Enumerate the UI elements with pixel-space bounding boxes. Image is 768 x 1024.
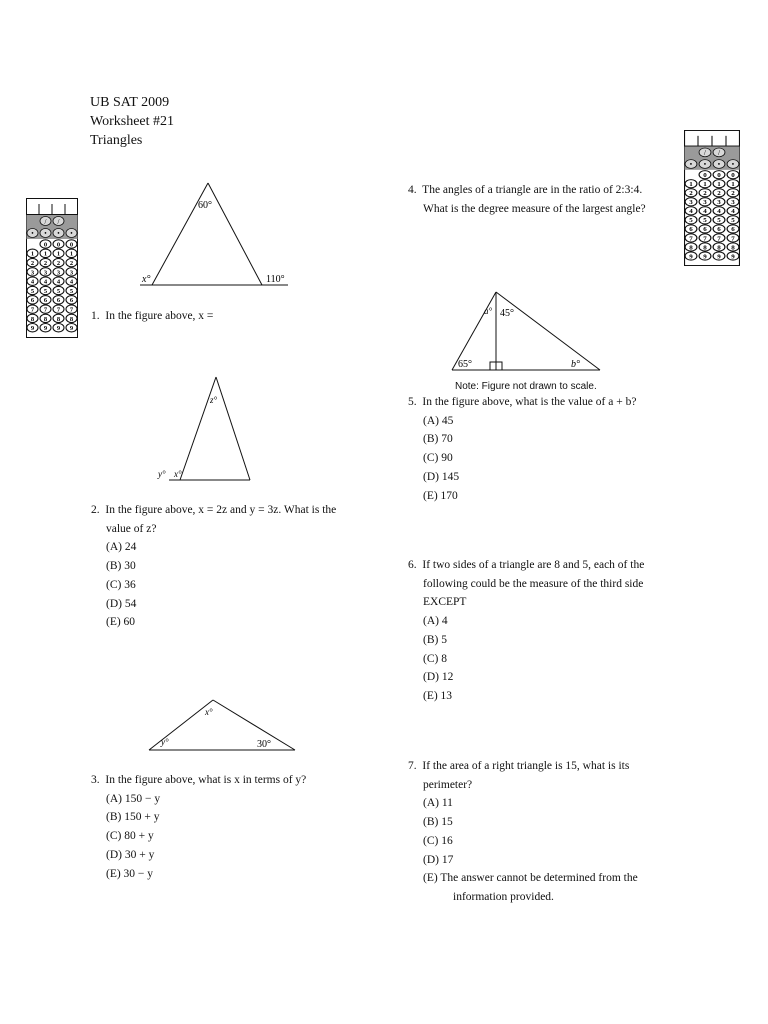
question-3-choice-e[interactable]: (E) 30 − y [106, 867, 154, 880]
question-3-choice-c[interactable]: (C) 80 + y [106, 830, 154, 843]
figure-3-top-angle: x° [205, 707, 213, 717]
grid-digit-label: 1 [30, 250, 35, 258]
grid-digit-label: 2 [731, 190, 735, 197]
question-7-choice-c[interactable]: (C) 16 [423, 834, 453, 847]
question-5-choice-a[interactable]: (A) 45 [423, 414, 454, 427]
grid-digit-label: 0 [69, 241, 74, 249]
question-6 [408, 556, 678, 706]
figure-2-top-angle: z° [210, 395, 218, 405]
question-1-text: In the figure above, x = [105, 310, 214, 322]
figure-1-triangle [130, 175, 290, 290]
grid-digit-label: 6 [56, 297, 61, 305]
grid-digit-label: 2 [689, 190, 693, 197]
question-6-choice-c[interactable]: (C) 8 [423, 652, 447, 665]
question-2-choice-e[interactable]: (E) 60 [106, 616, 136, 629]
question-2-text-cont: value of z? [106, 522, 157, 535]
grid-digit-label: 6 [43, 297, 48, 305]
figure-2-base-right: x° [174, 469, 182, 479]
grid-digit-label: 4 [30, 278, 35, 286]
figure-2-triangle [140, 373, 260, 485]
question-7-choice-b[interactable]: (B) 15 [423, 816, 453, 829]
grid-digit-label: 1 [689, 181, 693, 188]
question-3-choice-b[interactable]: (B) 150 + y [106, 811, 160, 824]
grid-digit-label: 8 [717, 244, 721, 252]
grid-digit-label: 1 [731, 181, 735, 188]
grid-digit-label: 9 [43, 325, 48, 333]
grid-digit-label: 7 [703, 235, 707, 243]
question-2-choice-d[interactable]: (D) 54 [106, 597, 137, 610]
grid-digit-label: 3 [30, 269, 35, 277]
figure-3-right-angle: 30° [257, 739, 271, 750]
grid-digit-label: 9 [689, 253, 693, 261]
grid-digit-label: 5 [689, 217, 693, 225]
question-7-choice-d[interactable]: (D) 17 [423, 853, 454, 866]
grid-digit-label: 0 [717, 172, 721, 179]
grid-digit-label: 0 [43, 241, 48, 249]
question-5-choice-b[interactable]: (B) 70 [423, 433, 453, 446]
grid-digit-label: 3 [731, 199, 735, 207]
grid-digit-label: 5 [56, 287, 61, 295]
question-2-number: 2. [91, 504, 100, 516]
question-1-number: 1. [91, 310, 100, 322]
grid-digit-label: 3 [69, 269, 74, 277]
grid-digit-label: 7 [731, 235, 735, 243]
grid-digit-label: 6 [703, 226, 707, 234]
question-2-choice-c[interactable]: (C) 36 [106, 578, 136, 591]
grid-digit-label: 7 [69, 306, 74, 314]
question-4-text-cont: What is the degree measure of the largest angle? [423, 202, 646, 215]
grid-digit-label: 5 [30, 287, 35, 295]
grid-dot-glyph: • [717, 160, 721, 169]
question-3-choice-d[interactable]: (D) 30 + y [106, 848, 155, 861]
grid-digit-label: 9 [703, 253, 707, 261]
header-course: UB SAT 2009 [90, 95, 170, 110]
worksheet-header [90, 93, 174, 150]
question-7-text-cont: perimeter? [423, 778, 473, 791]
figure-5-note: Note: Figure not drawn to scale. [455, 381, 597, 392]
grid-digit-label: 6 [689, 226, 693, 234]
grid-digit-label: 9 [717, 253, 721, 261]
grid-digit-label: 8 [731, 244, 735, 252]
grid-digit-label: 9 [731, 253, 735, 261]
grid-digit-label: 7 [43, 306, 48, 314]
grid-slash-glyph: / [57, 218, 60, 226]
grid-digit-label: 6 [731, 226, 735, 234]
answer-grid-right [684, 130, 740, 266]
question-6-text: If two sides of a triangle are 8 and 5, each of the [422, 559, 645, 571]
grid-digit-label: 7 [717, 235, 721, 243]
header-worksheet: Worksheet #21 [90, 114, 175, 129]
grid-slash-glyph: / [44, 218, 47, 226]
grid-digit-label: 7 [689, 235, 693, 243]
question-6-text-except: EXCEPT [423, 596, 467, 609]
grid-digit-label: 8 [30, 315, 35, 323]
question-5-choice-c[interactable]: (C) 90 [423, 452, 453, 465]
question-7-choice-a[interactable]: (A) 11 [423, 797, 453, 810]
grid-digit-label: 5 [69, 287, 74, 295]
figure-1-left-angle: x° [142, 274, 151, 285]
grid-dot-glyph: • [689, 160, 693, 169]
grid-digit-label: 9 [69, 325, 74, 333]
grid-digit-label: 6 [717, 226, 721, 234]
grid-digit-label: 2 [43, 260, 48, 267]
grid-digit-label: 9 [30, 325, 35, 333]
question-5 [408, 393, 678, 505]
question-3-text: In the figure above, what is x in terms of y? [105, 774, 307, 786]
grid-digit-label: 1 [703, 181, 707, 188]
grid-digit-label: 7 [56, 306, 61, 314]
question-7-text: If the area of a right triangle is 15, what is its [422, 760, 630, 772]
grid-digit-label: 3 [689, 199, 693, 207]
grid-dot-glyph: • [70, 229, 73, 238]
grid-digit-label: 1 [717, 181, 721, 188]
grid-digit-label: 2 [717, 190, 721, 197]
grid-digit-label: 3 [703, 199, 707, 207]
grid-digit-label: 4 [43, 278, 48, 286]
grid-digit-label: 8 [703, 244, 707, 252]
question-7 [408, 757, 688, 907]
grid-digit-label: 3 [43, 269, 48, 277]
grid-digit-label: 4 [717, 208, 721, 216]
grid-digit-label: 1 [43, 250, 48, 258]
figure-5-top-left: a° [484, 306, 493, 316]
question-1 [91, 307, 351, 326]
question-5-choice-e[interactable]: (E) 170 [423, 489, 458, 502]
grid-digit-label: 4 [689, 208, 693, 216]
grid-dot-glyph: • [31, 229, 34, 238]
answer-grid-left [26, 198, 78, 338]
question-3-number: 3. [91, 774, 100, 786]
grid-digit-label: 4 [56, 278, 61, 286]
grid-digit-label: 0 [731, 172, 735, 179]
grid-dot-glyph: • [44, 229, 47, 238]
question-2-text: In the figure above, x = 2z and y = 3z. What is the [105, 504, 337, 516]
question-7-choice-e[interactable]: (E) The answer cannot be determined from the [423, 872, 638, 885]
grid-digit-label: 2 [30, 260, 35, 267]
grid-slash-glyph: / [703, 149, 707, 158]
figure-5-top-right: 45° [500, 308, 514, 319]
figure-1-right-angle: 110° [266, 274, 285, 285]
question-2 [91, 501, 361, 632]
grid-digit-label: 4 [703, 208, 707, 216]
question-6-choice-d[interactable]: (D) 12 [423, 671, 454, 684]
grid-digit-label: 4 [731, 208, 735, 216]
grid-dot-glyph: • [57, 229, 60, 238]
question-4-number: 4. [408, 184, 417, 196]
figure-5-right-angle: b° [571, 359, 580, 370]
figure-3-triangle [145, 695, 305, 755]
grid-digit-label: 5 [717, 217, 721, 225]
figure-5-triangle [448, 288, 608, 374]
grid-slash-glyph: / [717, 149, 721, 158]
figure-1-top-angle: 60° [198, 200, 212, 211]
grid-digit-label: 2 [56, 260, 61, 267]
grid-digit-label: 8 [689, 244, 693, 252]
grid-digit-label: 4 [69, 278, 74, 286]
grid-digit-label: 8 [69, 315, 74, 323]
question-7-number: 7. [408, 760, 417, 772]
grid-digit-label: 6 [30, 297, 35, 305]
figure-2-base-left: y° [158, 469, 166, 479]
question-2-choice-a[interactable]: (A) 24 [106, 541, 137, 554]
grid-digit-label: 1 [69, 250, 74, 258]
header-topic: Triangles [90, 133, 143, 148]
grid-digit-label: 2 [703, 190, 707, 197]
question-4-text: The angles of a triangle are in the ratio of 2:3:4. [422, 184, 643, 196]
grid-digit-label: 0 [56, 241, 61, 249]
question-6-choice-e[interactable]: (E) 13 [423, 689, 453, 702]
question-3-choice-a[interactable]: (A) 150 − y [106, 792, 161, 805]
question-3 [91, 771, 361, 883]
question-5-number: 5. [408, 396, 417, 408]
figure-3-left-angle: y° [161, 737, 169, 747]
question-6-choice-b[interactable]: (B) 5 [423, 633, 447, 646]
question-5-choice-d[interactable]: (D) 145 [423, 470, 460, 483]
grid-digit-label: 2 [69, 260, 74, 267]
question-6-text-cont: following could be the measure of the third side [423, 577, 644, 590]
grid-digit-label: 5 [703, 217, 707, 225]
question-5-text: In the figure above, what is the value of a + b? [422, 396, 637, 408]
grid-dot-glyph: • [703, 160, 707, 169]
figure-5-left-angle: 65° [458, 359, 472, 370]
question-2-choice-b[interactable]: (B) 30 [106, 560, 136, 573]
grid-digit-label: 3 [56, 269, 61, 277]
grid-digit-label: 3 [717, 199, 721, 207]
grid-digit-label: 7 [30, 306, 35, 314]
question-7-choice-e-cont: information provided. [453, 890, 554, 903]
grid-digit-label: 1 [56, 250, 61, 258]
question-6-number: 6. [408, 559, 417, 571]
grid-dot-glyph: • [731, 160, 735, 169]
grid-digit-label: 0 [703, 172, 707, 179]
grid-digit-label: 8 [43, 315, 48, 323]
grid-digit-label: 8 [56, 315, 61, 323]
grid-digit-label: 5 [43, 287, 48, 295]
question-4 [408, 181, 678, 218]
grid-digit-label: 5 [731, 217, 735, 225]
grid-digit-label: 9 [56, 325, 61, 333]
grid-digit-label: 6 [69, 297, 74, 305]
question-6-choice-a[interactable]: (A) 4 [423, 615, 448, 628]
